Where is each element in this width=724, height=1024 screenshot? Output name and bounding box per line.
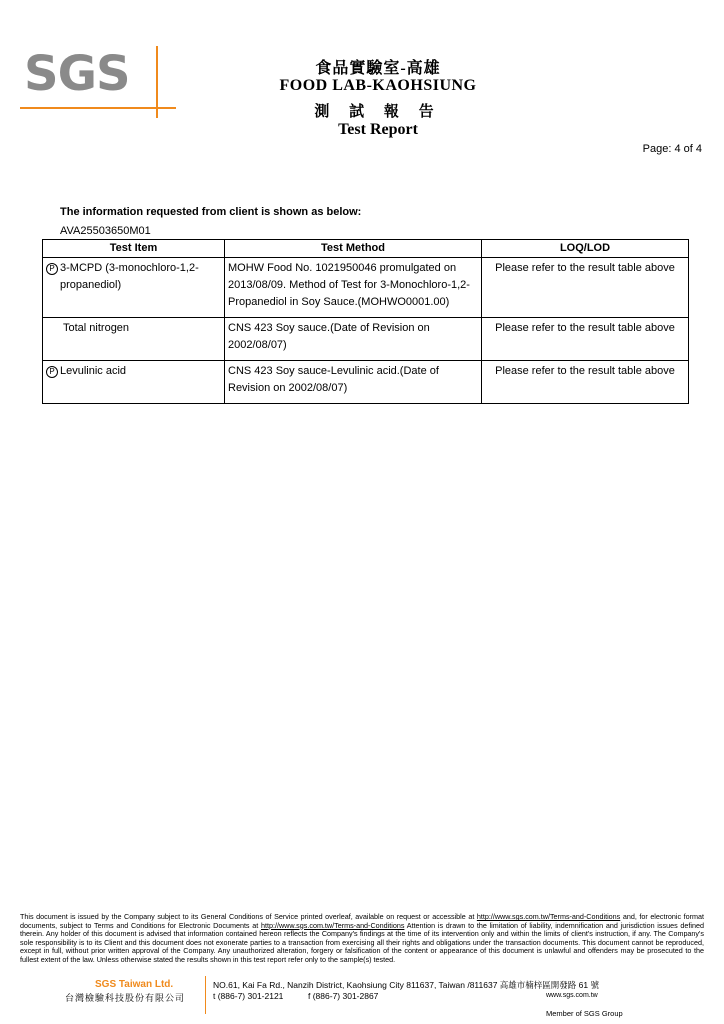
lab-name-english: FOOD LAB-KAOHSIUNG [279, 77, 477, 94]
member-of-group: Member of SGS Group [546, 1009, 623, 1018]
test-item-cell [43, 361, 225, 404]
test-item-name: Levulinic acid [60, 365, 127, 377]
company-name-chinese: 台灣檢驗科技股份有限公司 [65, 993, 186, 1003]
header-test-item: Test Item [43, 240, 225, 258]
p-marker-icon: P [46, 260, 60, 294]
terms-link[interactable]: http://www.sgs.com.tw/Terms-and-Conditions [476, 912, 621, 921]
logo-horizontal-rule [20, 107, 176, 109]
test-item-name: 3-MCPD (3-monochloro-1,2-propanediol) [60, 262, 199, 291]
test-item-cell [43, 318, 225, 361]
intro-text: The information requested from client is shown as below: [60, 206, 362, 218]
report-title-chinese: 測 試 報 告 [314, 104, 442, 120]
test-item-name: Total nitrogen [63, 322, 130, 334]
lab-name-chinese: 食品實驗室-高雄 [315, 60, 441, 77]
sgs-logo: SGS [24, 46, 130, 102]
table-row [43, 258, 689, 318]
company-name: SGS Taiwan Ltd. [95, 979, 174, 990]
test-method-cell: CNS 423 Soy sauce.(Date of Revision on 2002/08/07) [225, 318, 482, 361]
logo-vertical-rule [156, 46, 158, 118]
header-test-method: Test Method [225, 240, 482, 258]
table-header-row [43, 240, 689, 258]
test-method-cell: CNS 423 Soy sauce-Levulinic acid.(Date of Revision on 2002/08/07) [225, 361, 482, 404]
test-item-cell [43, 258, 225, 318]
page-number: Page: 4 of 4 [642, 143, 702, 155]
p-marker-icon: P [46, 363, 60, 380]
report-title-english: Test Report [338, 121, 418, 138]
loq-cell: Please refer to the result table above [482, 258, 689, 318]
company-address: NO.61, Kai Fa Rd., Nanzih District, Kaohsiung City 811637, Taiwan /811637 高雄市楠梓區開發路 61 號 [213, 980, 599, 990]
company-website[interactable]: www.sgs.com.tw [546, 992, 598, 999]
legal-disclaimer: This document is issued by the Company subject to its General Conditions of Service printed overleaf, available on request or accessible at http://www.sgs.com.tw/Terms-and-Conditions and, for electronic format documents, subject to Terms and Conditions for Electronic Documents at http://www.sgs.com.tw/Terms-and-Conditions Attention is drawn to the limitation of liability, indemnification and jurisdiction issues defined therein. Any holder of this document is advised that information contained hereon reflects the Company's findings at the time of its intervention only and within the limits of client's instruction, if any. The Company's sole responsibility is to its Client and this document does not exonerate parties to a transaction from exercising all their rights and obligations under the transaction documents. This document cannot be reproduced, except in full, without prior written approval of the Company. Any unauthorized alteration, forgery or falsification of the content or appearance of this document is unlawful and offenders may be prosecuted to the fullest extent of the law. Unless otherwise stated the results shown in this test report refer only to the sample(s) tested. [20, 912, 705, 964]
footer-divider [205, 976, 206, 1014]
electronic-terms-link[interactable]: http://www.sgs.com.tw/Terms-and-Conditions [261, 920, 405, 930]
company-fax: f (886-7) 301-2867 [308, 991, 379, 1001]
loq-cell: Please refer to the result table above [482, 318, 689, 361]
header-loq-lod: LOQ/LOD [482, 240, 689, 258]
test-method-table [42, 239, 689, 404]
table-row [43, 318, 689, 361]
loq-cell: Please refer to the result table above [482, 361, 689, 404]
test-method-cell: MOHW Food No. 1021950046 promulgated on 2013/08/09. Method of Test for 3-Monochloro-1,2-Propanediol in Soy Sauce.(MOHWO0001.00) [225, 258, 482, 318]
table-row [43, 361, 689, 404]
company-telephone: t (886-7) 301-2121 [213, 991, 284, 1001]
report-number: AVA25503650M01 [60, 225, 151, 237]
